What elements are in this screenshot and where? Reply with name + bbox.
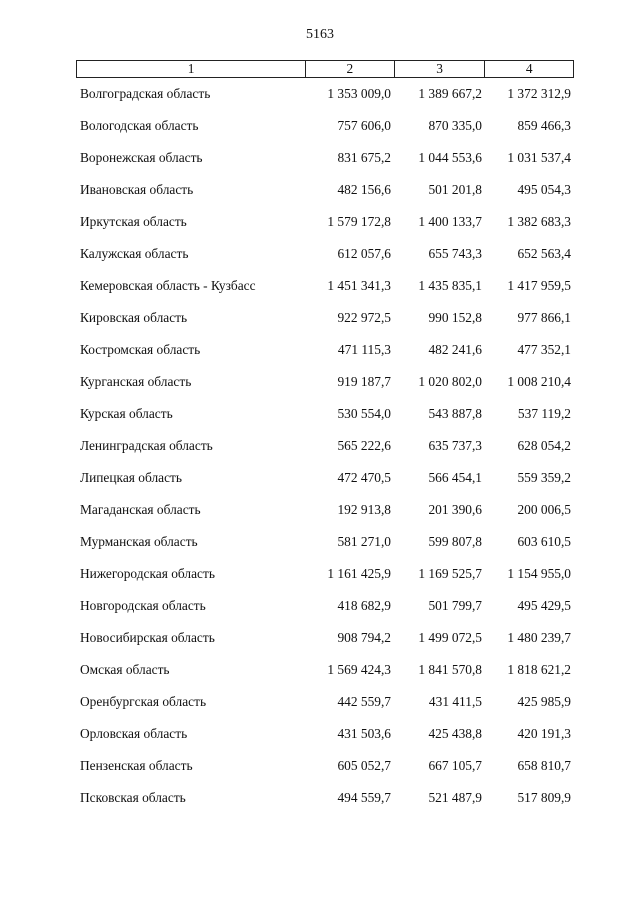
table-row [76,750,574,782]
table-row [76,302,574,334]
value-col-3: 635 737,3 [428,438,482,453]
value-col-4: 658 810,7 [517,758,571,773]
value-col-2: 494 559,7 [337,790,391,805]
value-col-3: 1 435 835,1 [418,278,482,293]
table-row [76,110,574,142]
value-col-3: 1 044 553,6 [418,150,482,165]
region-name: Орловская область [80,726,188,741]
value-col-4: 477 352,1 [517,342,571,357]
value-col-2: 530 554,0 [337,406,391,421]
region-name: Волгоградская область [80,86,211,101]
table-row [76,622,574,654]
value-col-4: 652 563,4 [517,246,571,261]
value-col-3: 870 335,0 [428,118,482,133]
header-col-1: 1 [187,61,195,76]
value-col-4: 1 480 239,7 [507,630,571,645]
value-col-4: 859 466,3 [517,118,571,133]
table-row [76,718,574,750]
value-col-4: 1 372 312,9 [507,86,571,101]
table-row [76,526,574,558]
region-name: Псковская область [80,790,186,805]
region-name: Костромская область [80,342,201,357]
table-row [76,494,574,526]
table-row [76,430,574,462]
value-col-2: 192 913,8 [337,502,391,517]
value-col-4: 977 866,1 [517,310,571,325]
table-row [76,78,574,110]
value-col-3: 1 400 133,7 [418,214,482,229]
page-number: 5163 [306,27,334,42]
value-col-3: 990 152,8 [428,310,482,325]
value-col-3: 1 841 570,8 [418,662,482,677]
table-row [76,398,574,430]
value-col-4: 628 054,2 [517,438,571,453]
region-name: Нижегородская область [80,566,215,581]
value-col-4: 1 008 210,4 [507,374,571,389]
value-col-3: 667 105,7 [428,758,482,773]
region-name: Ивановская область [80,182,194,197]
value-col-3: 501 799,7 [428,598,482,613]
region-name: Курская область [80,406,173,421]
value-col-2: 482 156,6 [337,182,391,197]
region-name: Воронежская область [80,150,203,165]
value-col-2: 757 606,0 [337,118,391,133]
value-col-4: 1 382 683,3 [507,214,571,229]
value-col-2: 472 470,5 [337,470,391,485]
region-name: Магаданская область [80,502,201,517]
header-col-2: 2 [305,61,394,77]
value-col-3: 521 487,9 [428,790,482,805]
table-row [76,206,574,238]
data-table [76,60,574,814]
value-col-3: 1 499 072,5 [418,630,482,645]
value-col-2: 605 052,7 [337,758,391,773]
table-row [76,174,574,206]
value-col-3: 566 454,1 [428,470,482,485]
region-name: Иркутская область [80,214,187,229]
value-col-4: 1 154 955,0 [507,566,571,581]
region-name: Липецкая область [80,470,182,485]
region-name: Курганская область [80,374,192,389]
region-name: Калужская область [80,246,189,261]
value-col-2: 565 222,6 [337,438,391,453]
value-col-3: 1 169 525,7 [418,566,482,581]
value-col-4: 425 985,9 [517,694,571,709]
value-col-3: 501 201,8 [428,182,482,197]
region-name: Омская область [80,662,170,677]
header-col-4: 4 [484,61,573,77]
value-col-2: 1 451 341,3 [327,278,391,293]
value-col-4: 495 054,3 [517,182,571,197]
value-col-3: 1 020 802,0 [418,374,482,389]
value-col-2: 612 057,6 [337,246,391,261]
value-col-2: 418 682,9 [337,598,391,613]
value-col-4: 1 031 537,4 [507,150,571,165]
value-col-2: 831 675,2 [337,150,391,165]
region-name: Кемеровская область - Кузбасс [80,278,256,293]
value-col-2: 919 187,7 [337,374,391,389]
table-row [76,238,574,270]
value-col-3: 431 411,5 [428,694,482,709]
value-col-4: 517 809,9 [517,790,571,805]
region-name: Вологодская область [80,118,199,133]
table-row [76,270,574,302]
table-row [76,334,574,366]
region-name: Пензенская область [80,758,193,773]
value-col-2: 908 794,2 [337,630,391,645]
value-col-3: 482 241,6 [428,342,482,357]
value-col-2: 1 569 424,3 [327,662,391,677]
region-name: Мурманская область [80,534,198,549]
value-col-4: 1 818 621,2 [507,662,571,677]
table-row [76,654,574,686]
region-name: Оренбургская область [80,694,207,709]
value-col-2: 1 579 172,8 [327,214,391,229]
value-col-2: 442 559,7 [337,694,391,709]
table-row [76,558,574,590]
value-col-2: 471 115,3 [337,342,391,357]
value-col-4: 200 006,5 [517,502,571,517]
value-col-2: 581 271,0 [337,534,391,549]
value-col-3: 425 438,8 [428,726,482,741]
value-col-4: 1 417 959,5 [507,278,571,293]
value-col-3: 201 390,6 [428,502,482,517]
value-col-4: 420 191,3 [517,726,571,741]
table-row [76,142,574,174]
region-name: Новгородская область [80,598,206,613]
value-col-4: 495 429,5 [517,598,571,613]
table-row [76,366,574,398]
header-col-3: 3 [394,61,485,77]
value-col-4: 559 359,2 [517,470,571,485]
value-col-2: 922 972,5 [337,310,391,325]
region-name: Кировская область [80,310,188,325]
table-header [76,60,574,78]
value-col-2: 1 161 425,9 [327,566,391,581]
region-name: Ленинградская область [80,438,213,453]
value-col-3: 655 743,3 [428,246,482,261]
value-col-3: 543 887,8 [428,406,482,421]
table-row [76,686,574,718]
value-col-4: 603 610,5 [517,534,571,549]
table-row [76,462,574,494]
region-name: Новосибирская область [80,630,215,645]
value-col-2: 1 353 009,0 [327,86,391,101]
value-col-3: 1 389 667,2 [418,86,482,101]
table-row [76,590,574,622]
value-col-2: 431 503,6 [337,726,391,741]
value-col-4: 537 119,2 [517,406,571,421]
value-col-3: 599 807,8 [428,534,482,549]
table-body [76,78,574,814]
table-row [76,782,574,814]
